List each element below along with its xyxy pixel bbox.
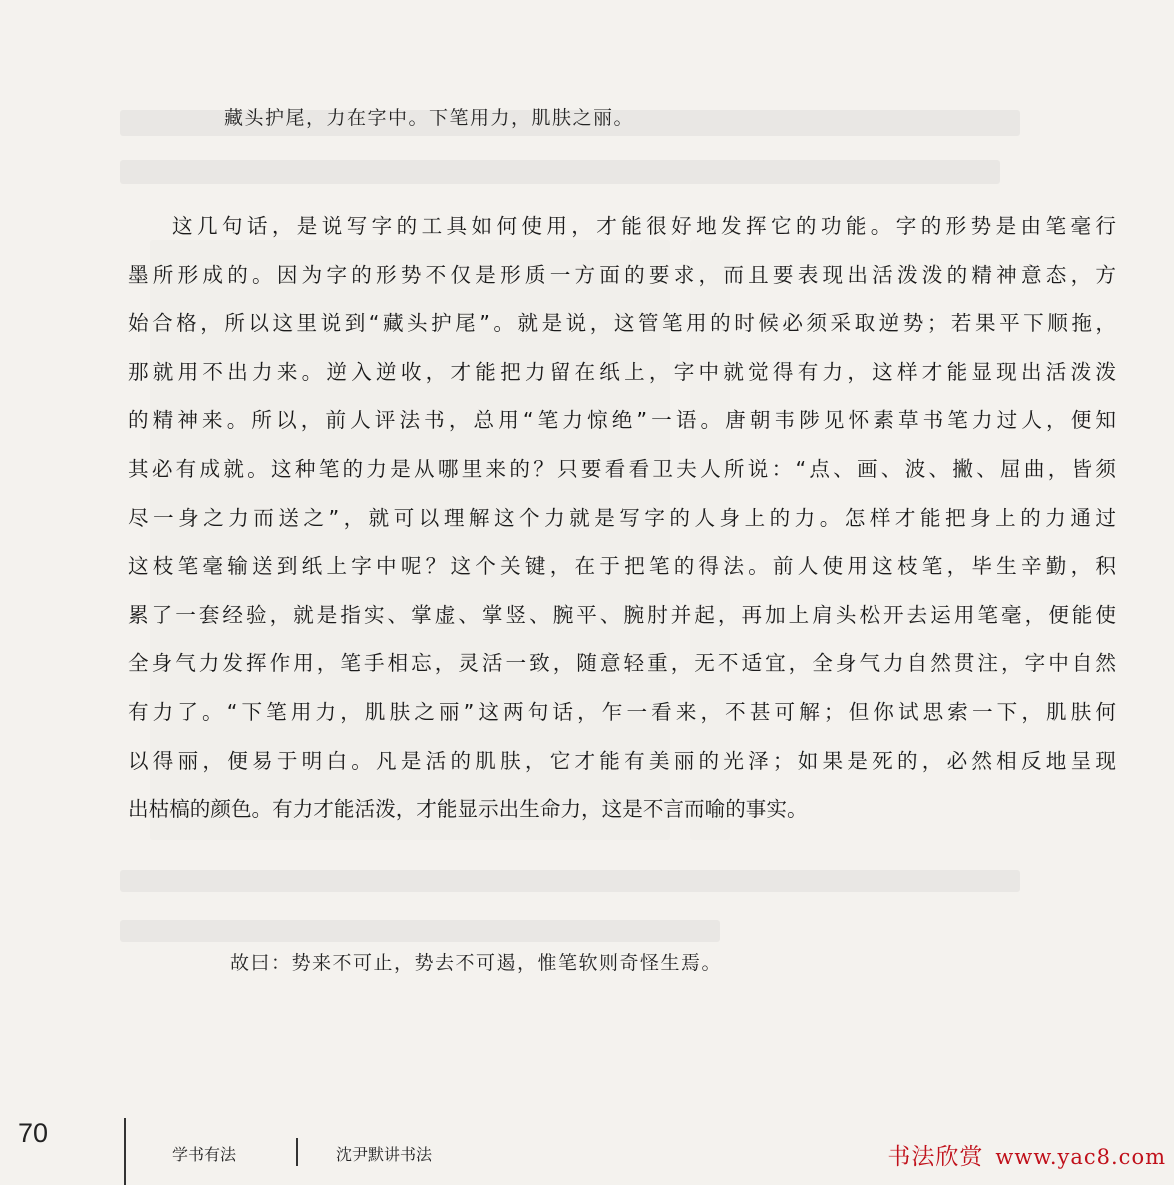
- paragraph-line: 的精神来。所以，前人评法书，总用“笔力惊绝”一语。唐朝韦陟见怀素草书笔力过人，便知: [128, 408, 1116, 433]
- paragraph-line: 这几句话，是说写字的工具如何使用，才能很好地发挥它的功能。字的形势是由笔毫行: [172, 214, 1116, 238]
- footer-divider: [124, 1118, 126, 1185]
- classical-quote-bottom: 故曰：势来不可止，势去不可遏，惟笔软则奇怪生焉。: [230, 952, 723, 974]
- paragraph-line: 墨所形成的。因为字的形势不仅是形质一方面的要求，而且要表现出活泼泼的精神意态，方: [128, 262, 1116, 287]
- footer-separator: [296, 1138, 298, 1166]
- classical-quote-top: 藏头护尾，力在字中。下笔用力，肌肤之丽。: [224, 107, 635, 129]
- watermark-url: www.yac8.com: [995, 1145, 1166, 1169]
- footer-series-title: 沈尹默讲书法: [336, 1145, 433, 1164]
- paragraph-line: 全身气力发挥作用，笔手相忘，灵活一致，随意轻重，无不适宜，全身气力自然贯注，字中自然: [128, 651, 1116, 676]
- commentary-paragraph: [128, 202, 1116, 834]
- watermark-site-name: 书法欣赏: [887, 1144, 984, 1170]
- page-number: 70: [18, 1118, 49, 1148]
- paragraph-line: 出枯槁的颜色。有力才能活泼，才能显示出生命力，这是不言而喻的事实。: [128, 797, 808, 822]
- paragraph-line: 以得丽，便易于明白。凡是活的肌肤，它才能有美丽的光泽；如果是死的，必然相反地呈现: [128, 748, 1116, 773]
- paragraph-line: 始合格，所以这里说到“藏头护尾”。就是说，这管笔用的时候必须采取逆势；若果平下顺拖，: [128, 311, 1116, 336]
- paragraph-line: 那就用不出力来。逆入逆收，才能把力留在纸上，字中就觉得有力，这样才能显现出活泼泼: [128, 359, 1116, 384]
- footer-book-title: 学书有法: [172, 1145, 237, 1164]
- paragraph-line: 这枝笔毫输送到纸上字中呢？这个关键，在于把笔的得法。前人使用这枝笔，毕生辛勤，积: [128, 554, 1116, 579]
- paragraph-line: 累了一套经验，就是指实、掌虚、掌竖、腕平、腕肘并起，再加上肩头松开去运用笔毫，便能使: [128, 602, 1116, 627]
- paragraph-line: 其必有成就。这种笔的力是从哪里来的？只要看看卫夫人所说：“点、画、波、撇、屈曲，皆须: [128, 456, 1116, 481]
- site-watermark: [887, 1138, 1166, 1171]
- paragraph-line: 尽一身之力而送之”，就可以理解这个力就是写字的人身上的力。怎样才能把身上的力通过: [128, 505, 1116, 530]
- paragraph-line: 有力了。“下笔用力，肌肤之丽”这两句话，乍一看来，不甚可解；但你试思索一下，肌肤何: [128, 699, 1116, 724]
